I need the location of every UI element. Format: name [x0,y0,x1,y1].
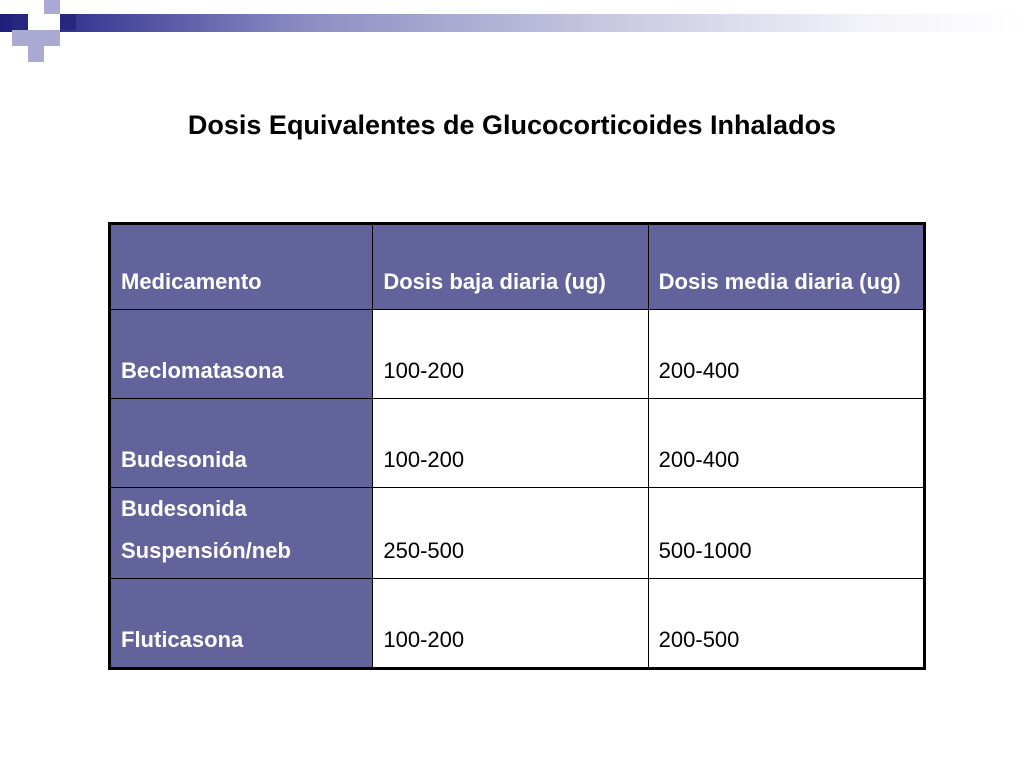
header-low-dose: Dosis baja diaria (ug) [373,224,648,310]
slide-title: Dosis Equivalentes de Glucocorticoides Inhalados [187,110,837,140]
table-row [110,579,925,669]
header-medication: Medicamento [110,224,373,310]
dose-equivalence-table [108,222,926,670]
decor-square [12,14,28,30]
cell-low-dose: 100-200 [373,310,648,399]
cell-medium-dose: 200-500 [648,579,924,669]
cell-low-dose: 250-500 [373,488,648,579]
cell-low-dose: 100-200 [373,399,648,488]
decor-square [28,30,44,46]
table-row [110,310,925,399]
cell-medication: Beclomatasona [110,310,373,399]
table-header-row [110,224,925,310]
cell-medium-dose: 500-1000 [648,488,924,579]
decor-square [28,14,44,30]
table-row [110,488,925,579]
table-row [110,399,925,488]
decor-square [12,30,28,46]
cell-medication: Budesonida Suspensión/neb [110,488,373,579]
cell-medium-dose: 200-400 [648,310,924,399]
decor-square [28,46,44,62]
cell-medication: Fluticasona [110,579,373,669]
header-gradient-band [0,14,1024,32]
cell-low-dose: 100-200 [373,579,648,669]
decor-square [60,14,76,30]
cell-medication: Budesonida [110,399,373,488]
decor-square [44,30,60,46]
decor-square [44,14,60,30]
cell-medium-dose: 200-400 [648,399,924,488]
header-medium-dose: Dosis media diaria (ug) [648,224,924,310]
